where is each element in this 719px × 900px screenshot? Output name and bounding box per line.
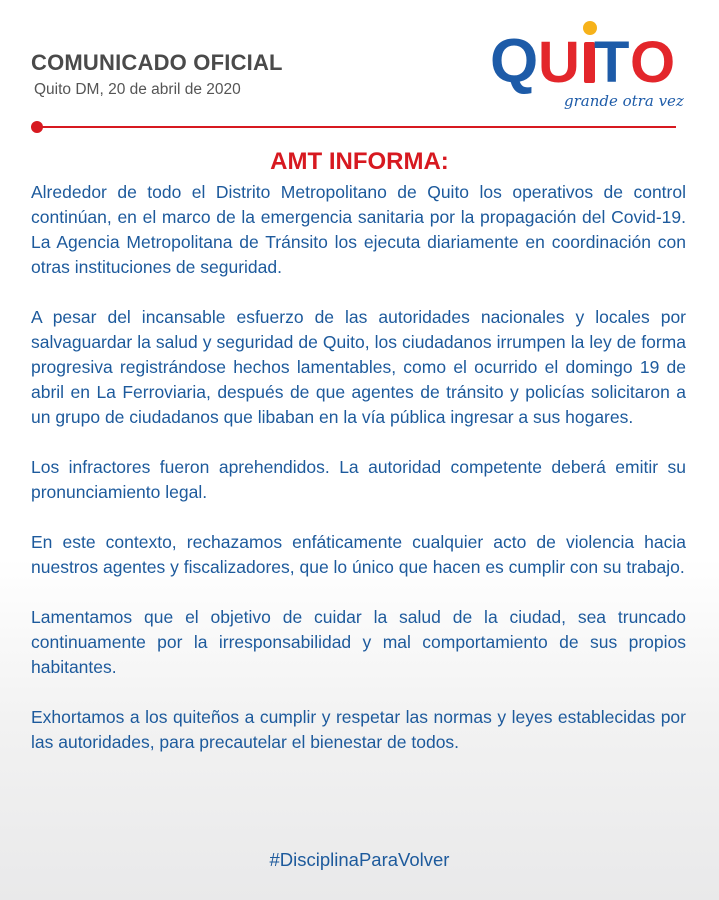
svg-text:Q: Q <box>490 27 536 96</box>
statement-body <box>31 180 686 780</box>
quito-logo <box>486 14 696 118</box>
paragraph: Los infractores fueron aprehendidos. La autoridad competente deberá emitir su pronunciamiento legal. <box>31 457 686 502</box>
svg-text:O: O <box>630 30 673 95</box>
headline: AMT INFORMA: <box>270 148 449 175</box>
svg-text:T: T <box>594 30 627 95</box>
paragraph: A pesar del incansable esfuerzo de las autoridades nacionales y locales por salvaguardar la salud y seguridad de Quito, los ciudadanos irrumpen la ley de forma progresiva registrándose hechos lamentables, como el ocurrido el domingo 19 de abril en La Ferroviaria, después de que agentes de tránsito y policías solicitaron a un grupo de ciudadanos que libaban en la vía pública ingresar a sus hogares. <box>31 307 686 427</box>
paragraph: Alrededor de todo el Distrito Metropolitano de Quito los operativos de control continúan, en el marco de la emergencia sanitaria por la propagación del Covid-19. La Agencia Metropolitana de Tránsito los ejecuta diariamente en coordinación con otras instituciones de seguridad. <box>31 182 686 277</box>
paragraph: Exhortamos a los quiteños a cumplir y respetar las normas y leyes establecidas por las autoridades, para precautelar el bienestar de todos. <box>31 707 686 752</box>
divider-line <box>40 126 676 128</box>
campaign-hashtag: #DisciplinaParaVolver <box>269 849 450 870</box>
paragraph: Lamentamos que el objetivo de cuidar la salud de la ciudad, sea truncado continuamente por la irresponsabilidad y mal comportamiento de sus propios habitantes. <box>31 607 686 677</box>
document-date: Quito DM, 20 de abril de 2020 <box>34 81 241 98</box>
paragraph: En este contexto, rechazamos enfáticamente cualquier acto de violencia hacia nuestros agentes y fiscalizadores, que lo único que hacen es cumplir con su trabajo. <box>31 532 686 577</box>
quito-tagline: grande otra vez <box>564 92 684 110</box>
quito-wordmark <box>490 21 673 96</box>
svg-text:U: U <box>538 30 577 95</box>
document-title: COMUNICADO OFICIAL <box>31 50 283 75</box>
